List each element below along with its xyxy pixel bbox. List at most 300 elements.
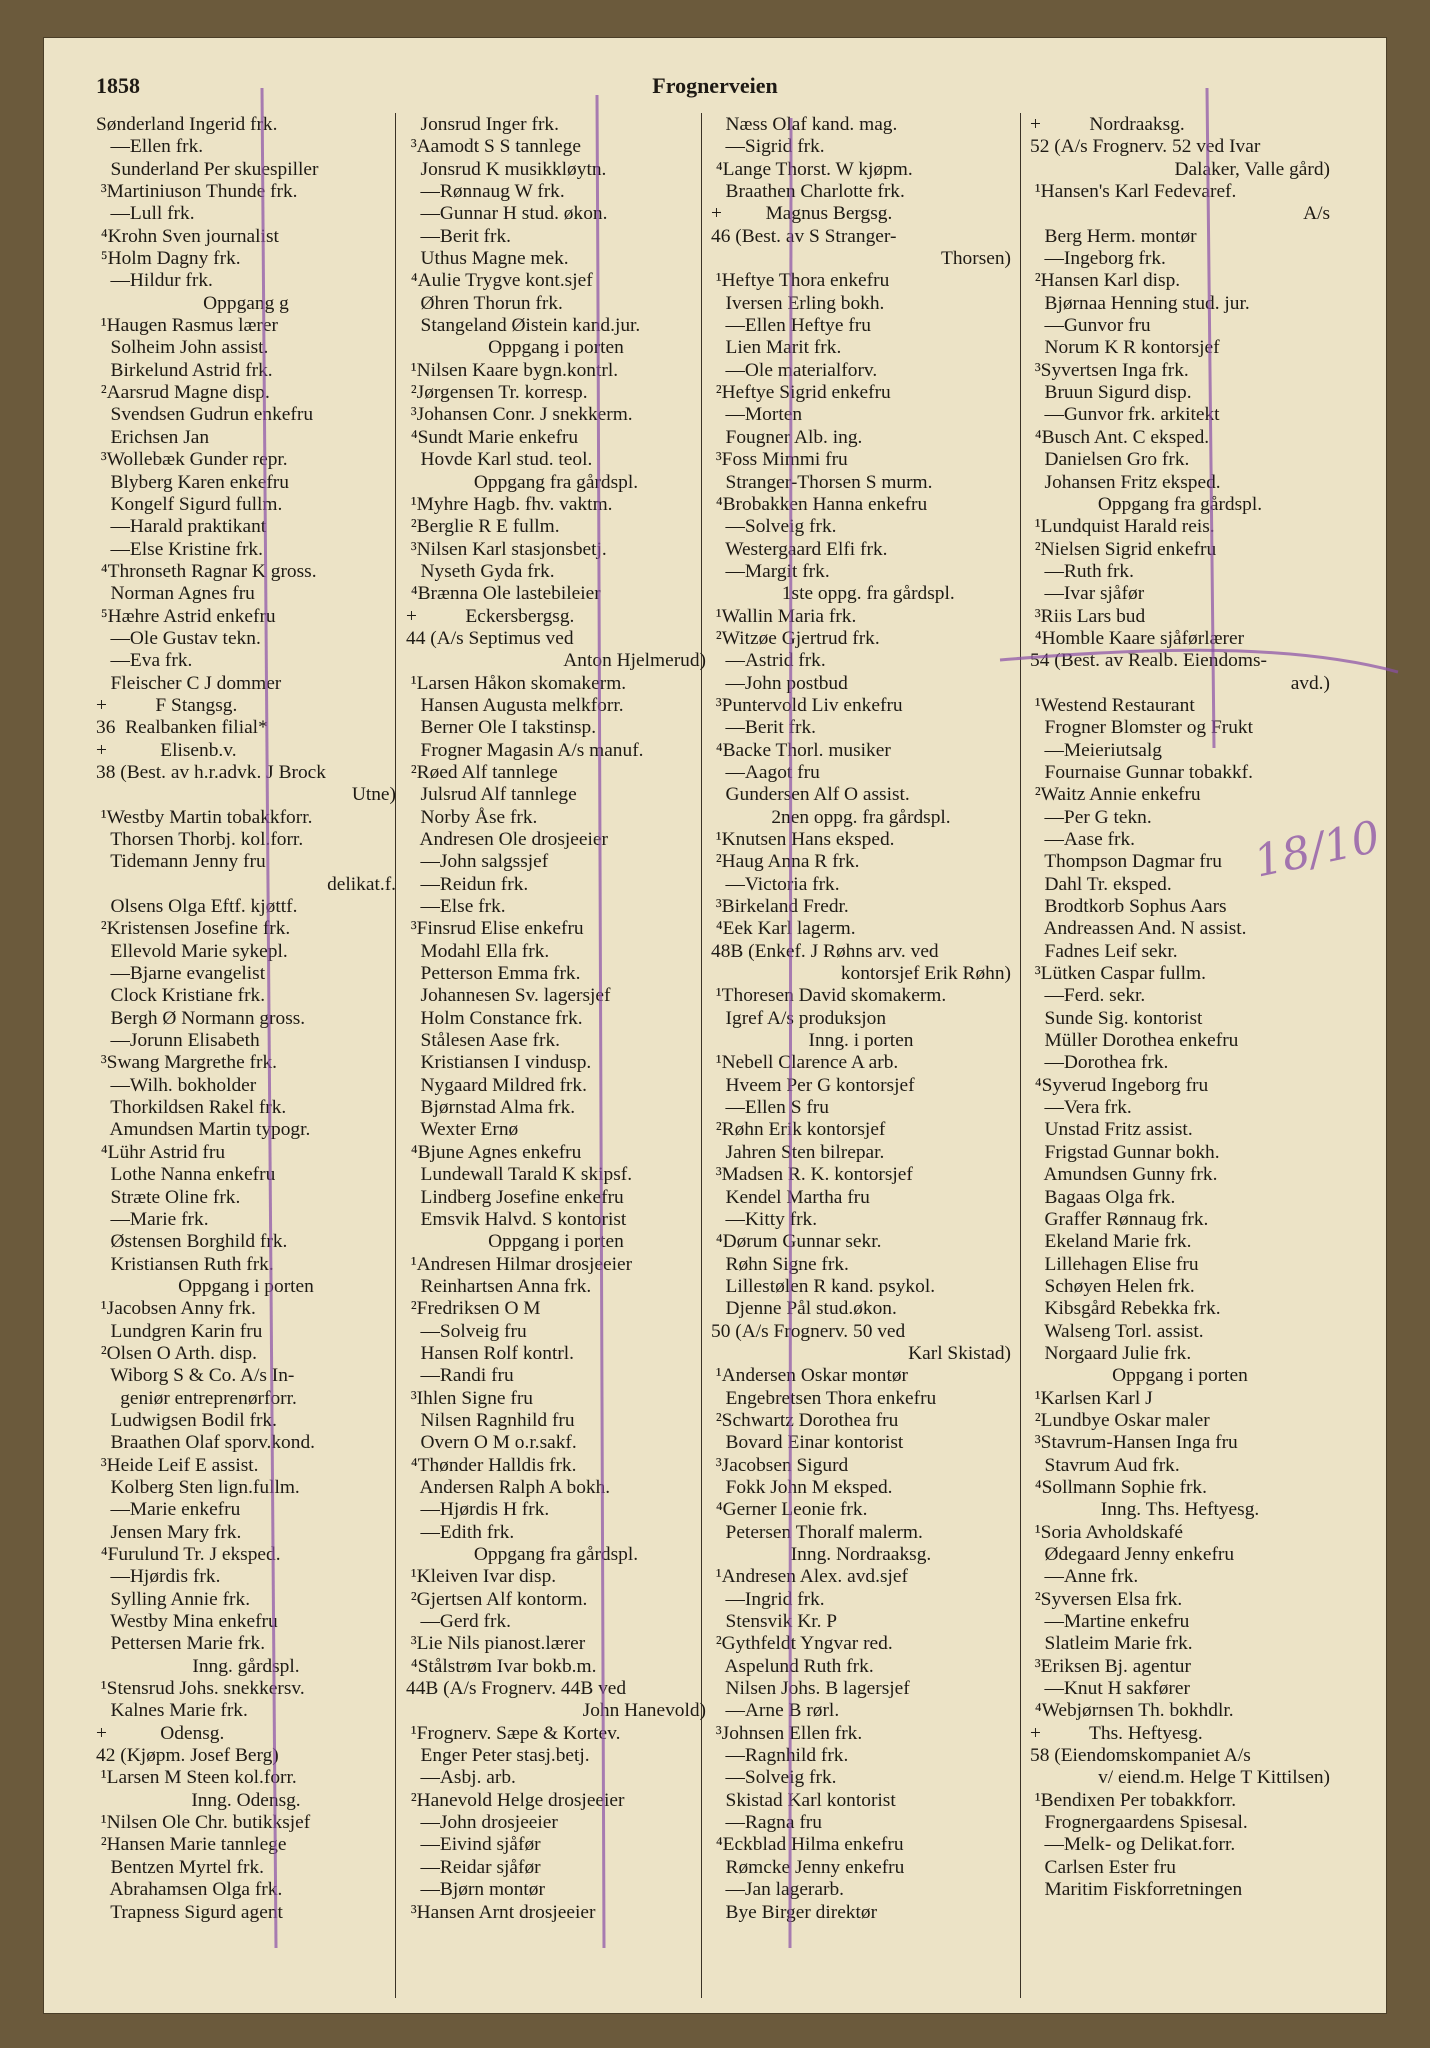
directory-entry: ⁴Dørum Gunnar sekr. xyxy=(711,1231,882,1253)
directory-entry: ³Hansen Arnt drosjeeier xyxy=(406,1901,596,1923)
directory-entry: 48B (Enkef. J Røhns arv. ved xyxy=(711,940,939,962)
directory-entry: Fokk John M eksped. xyxy=(711,1476,893,1498)
directory-column-2 xyxy=(406,114,706,1924)
directory-entry: Berg Herm. montør xyxy=(1030,225,1197,247)
directory-entry: Clock Kristiane frk. xyxy=(96,985,266,1007)
directory-entry: 52 (A/s Frognerv. 52 ved Ivar xyxy=(1030,136,1261,158)
directory-entry: Lien Marit frk. xyxy=(711,337,842,359)
directory-entry: Danielsen Gro frk. xyxy=(1030,449,1190,471)
directory-entry: —Eva frk. xyxy=(96,650,193,672)
directory-entry: —Hildur frk. xyxy=(96,270,213,292)
directory-entry: —Ragna fru xyxy=(711,1812,822,1834)
directory-entry: Lundewall Tarald K skipsf. xyxy=(406,1164,633,1186)
directory-entry: Frognergaardens Spisesal. xyxy=(1030,1812,1248,1834)
directory-entry: ²Jørgensen Tr. korresp. xyxy=(406,382,588,404)
directory-entry: Braathen Olaf sporv.kond. xyxy=(96,1432,315,1454)
directory-entry: Abrahamsen Olga frk. xyxy=(96,1879,283,1901)
directory-entry: Stræte Oline frk. xyxy=(96,1186,241,1208)
directory-entry: Bagaas Olga frk. xyxy=(1030,1186,1176,1208)
directory-entry: Kongelf Sigurd fullm. xyxy=(96,493,283,515)
directory-entry: Amundsen Martin typogr. xyxy=(96,1119,311,1141)
directory-entry: —Gerd frk. xyxy=(406,1611,512,1633)
directory-entry: Brodtkorb Sophus Aars xyxy=(1030,896,1227,918)
directory-entry: —Wilh. bokholder xyxy=(96,1074,257,1096)
directory-entry: ³Aamodt S S tannlege xyxy=(406,136,581,158)
directory-entry: Wexter Ernø xyxy=(406,1119,519,1141)
directory-entry: ³Lie Nils pianost.lærer xyxy=(406,1633,586,1655)
directory-entry: Stensvik Kr. P xyxy=(711,1611,838,1633)
directory-entry: Bergh Ø Normann gross. xyxy=(96,1007,306,1029)
directory-entry: ¹Andersen Oskar montør xyxy=(711,1365,908,1387)
directory-entry: ⁴Eek Karl lagerm. xyxy=(711,918,856,940)
directory-entry: 50 (A/s Frognerv. 50 ved xyxy=(711,1320,906,1342)
directory-entry: Oppgang i porten xyxy=(178,1275,314,1297)
directory-entry: ¹Frognerv. Sæpe & Kortev. xyxy=(406,1722,621,1744)
directory-entry: ²Haug Anna R frk. xyxy=(711,851,860,873)
directory-entry: Bye Birger direktør xyxy=(711,1901,878,1923)
directory-entry: ⁴Brænna Ole lastebileier xyxy=(406,583,601,605)
directory-entry: Tidemann Jenny fru xyxy=(96,851,266,873)
directory-entry: 44 (A/s Septimus ved xyxy=(406,627,574,649)
directory-entry: Solheim John assist. xyxy=(96,337,269,359)
directory-entry: Østensen Borghild frk. xyxy=(96,1231,288,1253)
directory-entry: Sunderland Per skuespiller xyxy=(96,158,319,180)
directory-entry: Karl Skistad) xyxy=(908,1342,1011,1364)
directory-entry: Unstad Fritz assist. xyxy=(1030,1119,1193,1141)
directory-entry: ¹Bendixen Per tobakkforr. xyxy=(1030,1789,1237,1811)
directory-entry: Stangeland Øistein kand.jur. xyxy=(406,315,641,337)
directory-column-4 xyxy=(1030,114,1330,1902)
directory-entry: —Arne B rørl. xyxy=(711,1700,840,1722)
directory-entry: Jensen Mary frk. xyxy=(96,1521,242,1543)
directory-entry: Dalaker, Valle gård) xyxy=(1174,158,1330,180)
directory-entry: ¹Nilsen Ole Chr. butikksjef xyxy=(96,1812,311,1834)
directory-entry: Oppgang i porten xyxy=(488,1231,624,1253)
directory-entry: —Ole Gustav tekn. xyxy=(96,627,261,649)
directory-entry: ⁴Syverud Ingeborg fru xyxy=(1030,1074,1209,1096)
directory-entry: —Ingeborg frk. xyxy=(1030,248,1166,270)
page-number: 1858 xyxy=(96,73,140,98)
directory-entry: Oppgang fra gårdspl. xyxy=(1097,493,1263,515)
directory-entry: 42 (Kjøpm. Josef Berg) xyxy=(96,1745,279,1767)
directory-entry: Ludwigsen Bodil frk. xyxy=(96,1409,277,1431)
directory-entry: —Jorunn Elisabeth xyxy=(96,1030,260,1052)
directory-entry: Gundersen Alf O assist. xyxy=(711,784,910,806)
directory-entry: ²Olsen O Arth. disp. xyxy=(96,1342,257,1364)
directory-entry: Øhren Thorun frk. xyxy=(406,292,563,314)
directory-entry: —Sigrid frk. xyxy=(711,136,825,158)
directory-entry: ²Witzøe Gjertrud frk. xyxy=(711,627,880,649)
directory-entry: Walseng Torl. assist. xyxy=(1030,1320,1204,1342)
directory-entry: Thorkildsen Rakel frk. xyxy=(96,1097,287,1119)
directory-entry: —Melk- og Delikat.forr. xyxy=(1030,1834,1236,1856)
directory-entry: Norum K R kontorsjef xyxy=(1030,337,1220,359)
directory-entry: Andersen Ralph A bokh. xyxy=(406,1476,611,1498)
directory-entry: Oppgang g xyxy=(203,292,289,314)
directory-entry: —Else frk. xyxy=(406,896,506,918)
directory-entry: ²Gjertsen Alf kontorm. xyxy=(406,1588,588,1610)
directory-entry: —Anne frk. xyxy=(1030,1566,1139,1588)
directory-entry: Amundsen Gunny frk. xyxy=(1030,1164,1218,1186)
directory-entry: Olsens Olga Eftf. kjøttf. xyxy=(96,896,298,918)
directory-entry: ¹Karlsen Karl J xyxy=(1030,1387,1153,1409)
directory-entry: —Bjarne evangelist xyxy=(96,963,266,985)
directory-entry: Anton Hjelmerud) xyxy=(563,650,706,672)
directory-entry: —John postbud xyxy=(711,672,848,694)
directory-entry: ¹Lundquist Harald reis. xyxy=(1030,516,1215,538)
directory-entry: ²Lundbye Oskar maler xyxy=(1030,1409,1210,1431)
directory-entry: ⁴Thønder Halldis frk. xyxy=(406,1454,577,1476)
directory-entry: —Harald praktikant xyxy=(96,516,267,538)
directory-entry: Kalnes Marie frk. xyxy=(96,1700,248,1722)
directory-entry: Thorsen) xyxy=(941,248,1011,270)
directory-entry: Frogner Magasin A/s manuf. xyxy=(406,739,644,761)
directory-entry: ¹Wallin Maria frk. xyxy=(711,605,857,627)
directory-entry: ⁴Gerner Leonie frk. xyxy=(711,1499,868,1521)
directory-entry: A/s xyxy=(1303,203,1330,225)
directory-entry: ⁴Busch Ant. C eksped. xyxy=(1030,426,1210,448)
directory-entry: ¹Hansen's Karl Fedevaref. xyxy=(1030,181,1237,203)
directory-entry: Fournaise Gunnar tobakkf. xyxy=(1030,761,1253,783)
directory-entry: Andresen Ole drosjeeier xyxy=(406,829,608,850)
directory-entry: Frogner Blomster og Frukt xyxy=(1030,717,1253,739)
directory-entry: ³Riis Lars bud xyxy=(1030,605,1146,627)
directory-entry: —Eivind sjåfør xyxy=(406,1834,541,1856)
directory-entry: —Gunvor frk. arkitekt xyxy=(1030,404,1220,426)
directory-entry: Westby Mina enkefru xyxy=(96,1611,278,1633)
directory-entry: —Martine enkefru xyxy=(1030,1611,1190,1633)
directory-entry: Fougner Alb. ing. xyxy=(711,426,863,448)
directory-entry: ³Johnsen Ellen frk. xyxy=(711,1722,863,1744)
directory-entry: Lindberg Josefine enkefru xyxy=(406,1186,624,1208)
directory-entry: Johannesen Sv. lagersjef xyxy=(406,985,611,1007)
directory-entry: ³Finsrud Elise enkefru xyxy=(406,918,584,940)
directory-entry: ³Syvertsen Inga frk. xyxy=(1030,359,1189,381)
directory-entry: v/ eiend.m. Helge T Kittilsen) xyxy=(1098,1767,1330,1789)
directory-entry: Erichsen Jan xyxy=(96,426,210,448)
directory-entry: ⁴Backe Thorl. musiker xyxy=(711,739,891,761)
directory-entry: Inng. gårdspl. xyxy=(192,1655,300,1677)
directory-entry: + Elisenb.v. xyxy=(96,739,237,761)
directory-entry: geniør entreprenørforr. xyxy=(96,1387,297,1409)
directory-entry: Norby Åse frk. xyxy=(406,806,538,828)
directory-entry: + Magnus Bergsg. xyxy=(711,203,893,225)
directory-entry: ¹Larsen M Steen kol.forr. xyxy=(96,1767,297,1789)
directory-entry: ¹Kleiven Ivar disp. xyxy=(406,1566,557,1588)
directory-entry: Stavrum Aud frk. xyxy=(1030,1454,1180,1476)
directory-entry: Overn O M o.r.sakf. xyxy=(406,1432,577,1454)
directory-entry: Sylling Annie frk. xyxy=(96,1588,251,1610)
directory-entry: Inng. Ths. Heftyesg. xyxy=(1100,1499,1260,1521)
directory-entry: Bovard Einar kontorist xyxy=(711,1432,904,1454)
directory-entry: ²Fredriksen O M xyxy=(406,1298,541,1320)
directory-entry: ³Stavrum-Hansen Inga fru xyxy=(1030,1432,1238,1454)
directory-entry: ³Eriksen Bj. agentur xyxy=(1030,1655,1191,1677)
directory-entry: —Ellen frk. xyxy=(96,136,204,158)
directory-entry: Lundgren Karin fru xyxy=(96,1320,263,1342)
directory-entry: Fleischer C J dommer xyxy=(96,672,282,694)
directory-entry: Kristiansen I vindusp. xyxy=(406,1052,592,1074)
directory-entry: ⁴Lange Thorst. W kjøpm. xyxy=(711,158,913,180)
directory-entry: delikat.f. xyxy=(327,873,396,895)
directory-entry: ²Berglie R E fullm. xyxy=(406,516,560,538)
directory-entry: Pettersen Marie frk. xyxy=(96,1633,266,1655)
directory-entry: —Ingrid frk. xyxy=(711,1588,825,1610)
directory-entry: Petterson Emma frk. xyxy=(406,963,581,985)
directory-entry: —Astrid frk. xyxy=(711,650,826,672)
directory-entry: ⁴Bjune Agnes enkefru xyxy=(406,1141,582,1163)
directory-entry: Nilsen Ragnhild fru xyxy=(406,1409,575,1431)
directory-entry: Hveem Per G kontorsjef xyxy=(711,1074,915,1096)
directory-entry: ⁴Sundt Marie enkefru xyxy=(406,426,579,448)
directory-entry: Frigstad Gunnar bokh. xyxy=(1030,1141,1220,1163)
directory-entry: Kolberg Sten lign.fullm. xyxy=(96,1476,300,1498)
directory-entry: Næss Olaf kand. mag. xyxy=(711,114,898,135)
directory-entry: —Solveig frk. xyxy=(711,1767,837,1789)
directory-entry: —Ellen Heftye fru xyxy=(711,315,871,337)
directory-entry: Sunde Sig. kontorist xyxy=(1030,1007,1203,1029)
directory-entry: —Berit frk. xyxy=(711,717,817,739)
directory-entry: ¹Andresen Alex. avd.sjef xyxy=(711,1566,908,1588)
directory-entry: ²Nielsen Sigrid enkefru xyxy=(1030,538,1217,560)
directory-entry: 46 (Best. av S Stranger- xyxy=(711,225,897,247)
directory-entry: Ellevold Marie sykepl. xyxy=(96,940,288,962)
directory-entry: ⁴Krohn Sven journalist xyxy=(96,225,279,247)
directory-entry: Utne) xyxy=(351,784,396,806)
directory-entry: Iversen Erling bokh. xyxy=(711,292,885,314)
directory-entry: 1ste oppg. fra gårdspl. xyxy=(767,583,955,605)
directory-entry: ⁴Eckblad Hilma enkefru xyxy=(711,1834,904,1856)
directory-entry: Holm Constance frk. xyxy=(406,1007,583,1029)
directory-entry: Oppgang i porten xyxy=(488,337,624,359)
directory-entry: ²Hansen Karl disp. xyxy=(1030,270,1181,292)
directory-entry: Blyberg Karen enkefru xyxy=(96,471,289,493)
directory-entry: ⁴Stålstrøm Ivar bokb.m. xyxy=(406,1655,597,1677)
directory-entry: Fadnes Leif sekr. xyxy=(1030,940,1178,962)
directory-entry: ³Puntervold Liv enkefru xyxy=(711,694,903,716)
directory-entry: ³Ihlen Signe fru xyxy=(406,1387,533,1409)
directory-entry: 36 Realbanken filial* xyxy=(96,717,268,739)
directory-entry: Bjørnstad Alma frk. xyxy=(406,1097,576,1119)
directory-entry: —Victoria frk. xyxy=(711,873,840,895)
directory-page xyxy=(44,38,1386,2013)
directory-entry: ²Hansen Marie tannlege xyxy=(96,1834,287,1856)
directory-entry: Lillestølen R kand. psykol. xyxy=(711,1275,936,1297)
directory-entry: Schøyen Helen frk. xyxy=(1030,1275,1195,1297)
directory-entry: ¹Stensrud Johs. snekkersv. xyxy=(96,1678,305,1700)
directory-entry: Thompson Dagmar fru xyxy=(1030,851,1222,873)
directory-entry: Wiborg S & Co. A/s In- xyxy=(96,1365,295,1387)
directory-entry: Johansen Fritz eksped. xyxy=(1030,471,1221,493)
directory-entry: Norman Agnes fru xyxy=(96,583,255,605)
directory-entry: ⁴Sollmann Sophie frk. xyxy=(1030,1476,1207,1498)
directory-entry: Oppgang fra gårdspl. xyxy=(473,471,639,493)
directory-entry: Engebretsen Thora enkefru xyxy=(711,1387,937,1409)
directory-entry: —Reidar sjåfør xyxy=(406,1856,541,1878)
directory-entry: Røhn Signe frk. xyxy=(711,1253,849,1275)
directory-entry: ³Madsen R. K. kontorsjef xyxy=(711,1164,913,1186)
directory-entry: ⁴Webjørnsen Th. bokhdlr. xyxy=(1030,1700,1234,1722)
directory-entry: —Marie frk. xyxy=(96,1208,209,1230)
directory-entry: + F Stangsg. xyxy=(96,694,238,716)
directory-entry: —Edith frk. xyxy=(406,1521,515,1543)
directory-entry: + Odensg. xyxy=(96,1722,225,1744)
directory-entry: ²Hanevold Helge drosjeeier xyxy=(406,1789,625,1811)
directory-entry: —Randi fru xyxy=(406,1365,514,1387)
directory-entry: ²Syversen Elsa frk. xyxy=(1030,1588,1183,1610)
directory-entry: —Ole materialforv. xyxy=(711,359,878,381)
directory-entry: —Dorothea frk. xyxy=(1030,1052,1169,1074)
directory-entry: Graffer Rønnaug frk. xyxy=(1030,1208,1209,1230)
directory-entry: —Solveig fru xyxy=(406,1320,527,1342)
directory-entry: ³Foss Mimmi fru xyxy=(711,449,848,471)
directory-entry: —Gunvor fru xyxy=(1030,315,1151,337)
directory-entry: ⁴Lühr Astrid fru xyxy=(96,1141,226,1163)
directory-entry: Enger Peter stasj.betj. xyxy=(406,1745,590,1767)
directory-entry: ²Gythfeldt Yngvar red. xyxy=(711,1633,893,1655)
directory-entry: ¹Westby Martin tobakkforr. xyxy=(96,806,313,828)
directory-entry: —Solveig frk. xyxy=(711,516,837,538)
directory-entry: Emsvik Halvd. S kontorist xyxy=(406,1208,627,1230)
directory-entry: ¹Larsen Håkon skomakerm. xyxy=(406,672,627,694)
directory-entry: —Bjørn montør xyxy=(406,1879,545,1901)
directory-entry: —Lull frk. xyxy=(96,203,195,225)
directory-entry: Svendsen Gudrun enkefru xyxy=(96,404,314,426)
directory-entry: Lillehagen Elise fru xyxy=(1030,1253,1199,1275)
directory-entry: —Ferd. sekr. xyxy=(1030,985,1146,1007)
directory-entry: Jonsrud Inger frk. xyxy=(406,114,559,135)
directory-entry: Ødegaard Jenny enkefru xyxy=(1030,1544,1235,1565)
directory-entry: ²Kristensen Josefine frk. xyxy=(96,918,291,940)
directory-entry: Kendel Martha fru xyxy=(711,1186,870,1208)
directory-entry: ⁵Holm Dagny frk. xyxy=(96,248,241,270)
directory-entry: Jonsrud K musikkløytn. xyxy=(406,158,607,180)
directory-entry: ²Aarsrud Magne disp. xyxy=(96,382,270,404)
directory-entry: ¹Nilsen Kaare bygn.kontrl. xyxy=(406,359,619,381)
directory-entry: ⁴Furulund Tr. J eksped. xyxy=(96,1544,281,1565)
directory-entry: ¹Knutsen Hans eksped. xyxy=(711,829,895,850)
directory-entry: Stranger-Thorsen S murm. xyxy=(711,471,933,493)
directory-entry: Oppgang i porten xyxy=(1112,1365,1248,1387)
directory-entry: —Else Kristine frk. xyxy=(96,538,263,560)
directory-entry: ¹Myhre Hagb. fhv. vaktm. xyxy=(406,493,613,515)
directory-entry: 58 (Eiendomskompaniet A/s xyxy=(1030,1745,1251,1767)
directory-entry: ³Swang Margrethe frk. xyxy=(96,1052,278,1074)
directory-entry: Uthus Magne mek. xyxy=(406,248,569,270)
directory-entry: Kibsgård Rebekka frk. xyxy=(1030,1298,1221,1320)
directory-entry: Westergaard Elfi frk. xyxy=(711,538,888,560)
directory-entry: —Aase frk. xyxy=(1030,829,1136,850)
directory-entry: Inng. Odensg. xyxy=(191,1789,301,1811)
directory-entry: Carlsen Ester fru xyxy=(1030,1856,1176,1878)
directory-entry: + Nordraaksg. xyxy=(1030,114,1185,135)
directory-entry: —Hjørdis frk. xyxy=(96,1566,221,1588)
directory-entry: —Ivar sjåfør xyxy=(1030,583,1145,605)
directory-entry: Ekeland Marie frk. xyxy=(1030,1231,1192,1253)
directory-entry: Lothe Nanna enkefru xyxy=(96,1164,276,1186)
directory-entry: —Per G tekn. xyxy=(1030,806,1152,828)
directory-entry: ⁴Aulie Trygve kont.sjef xyxy=(406,270,593,292)
directory-entry: Jahren Sten bilrepar. xyxy=(711,1141,885,1163)
directory-entry: —Morten xyxy=(711,404,803,426)
directory-entry: ²Røhn Erik kontorsjef xyxy=(711,1119,886,1141)
directory-entry: 54 (Best. av Realb. Eiendoms- xyxy=(1030,650,1267,672)
directory-entry: Maritim Fiskforretningen xyxy=(1030,1879,1243,1901)
directory-entry: Nyseth Gyda frk. xyxy=(406,560,555,582)
directory-entry: 44B (A/s Frognerv. 44B ved xyxy=(406,1678,627,1700)
directory-entry: —Gunnar H stud. økon. xyxy=(406,203,608,225)
directory-entry: Oppgang fra gårdspl. xyxy=(473,1544,639,1565)
directory-entry: ²Heftye Sigrid enkefru xyxy=(711,382,891,404)
directory-entry: ³Heide Leif E assist. xyxy=(96,1454,259,1476)
directory-entry: —Ellen S fru xyxy=(711,1097,829,1119)
directory-entry: ⁵Hæhre Astrid enkefru xyxy=(96,605,276,627)
directory-entry: ³Johansen Conr. J snekkerm. xyxy=(406,404,633,426)
directory-entry: —Reidun frk. xyxy=(406,873,529,895)
directory-entry: Skistad Karl kontorist xyxy=(711,1789,896,1811)
directory-entry: ³Jacobsen Sigurd xyxy=(711,1454,849,1476)
directory-entry: Thorsen Thorbj. kol.forr. xyxy=(96,829,304,850)
column-divider xyxy=(1020,113,1021,1998)
directory-entry: Müller Dorothea enkefru xyxy=(1030,1030,1239,1052)
directory-entry: ¹Soria Avholdskafé xyxy=(1030,1521,1184,1543)
directory-entry: Hansen Augusta melkforr. xyxy=(406,694,624,716)
directory-entry: Bentzen Myrtel frk. xyxy=(96,1856,265,1878)
directory-entry: Trapness Sigurd agent xyxy=(96,1901,283,1923)
directory-column-3 xyxy=(711,114,1011,1924)
handwritten-note: 18/10 xyxy=(1249,811,1385,888)
directory-entry: Reinhartsen Anna frk. xyxy=(406,1275,592,1297)
directory-entry: 2nen oppg. fra gårdspl. xyxy=(771,806,951,828)
directory-entry: ¹Haugen Rasmus lærer xyxy=(96,315,278,337)
directory-entry: Rømcke Jenny enkefru xyxy=(711,1856,905,1878)
directory-entry: —Asbj. arb. xyxy=(406,1767,516,1789)
directory-entry: Nilsen Johs. B lagersjef xyxy=(711,1678,910,1700)
directory-entry: ⁴Homble Kaare sjåførlærer xyxy=(1030,627,1245,649)
directory-entry: —Marie enkefru xyxy=(96,1499,241,1521)
directory-entry: Modahl Ella frk. xyxy=(406,940,550,962)
directory-entry: —Vera frk. xyxy=(1030,1097,1132,1119)
directory-entry: ³Wollebæk Gunder repr. xyxy=(96,449,288,471)
directory-entry: Hansen Rolf kontrl. xyxy=(406,1342,575,1364)
directory-entry: ¹Westend Restaurant xyxy=(1030,694,1195,716)
directory-entry: ²Røed Alf tannlege xyxy=(406,761,558,783)
directory-entry: ⁴Thronseth Ragnar K gross. xyxy=(96,560,317,582)
directory-entry: Andreassen And. N assist. xyxy=(1030,918,1247,940)
directory-entry: Igref A/s produksjon xyxy=(711,1007,887,1029)
directory-entry: ³Birkeland Fredr. xyxy=(711,896,849,918)
directory-entry: Nygaard Mildred frk. xyxy=(406,1074,587,1096)
directory-entry: Aspelund Ruth frk. xyxy=(711,1655,874,1677)
directory-entry: Kristiansen Ruth frk. xyxy=(96,1253,274,1275)
directory-entry: Inng. i porten xyxy=(808,1030,914,1052)
directory-entry: Birkelund Astrid frk. xyxy=(96,359,273,381)
directory-entry: ¹Andresen Hilmar drosjeeier xyxy=(406,1253,633,1275)
directory-entry: —Hjørdis H frk. xyxy=(406,1499,550,1521)
directory-entry: Julsrud Alf tannlege xyxy=(406,784,577,806)
directory-entry: —Knut H sakfører xyxy=(1030,1678,1190,1700)
directory-entry: ²Waitz Annie enkefru xyxy=(1030,784,1201,806)
directory-entry: + Eckersbergsg. xyxy=(406,605,575,627)
directory-entry: —John drosjeeier xyxy=(406,1812,558,1834)
directory-entry: kontorsjef Erik Røhn) xyxy=(840,963,1011,985)
directory-entry: —Berit frk. xyxy=(406,225,512,247)
directory-entry: Hovde Karl stud. teol. xyxy=(406,449,593,471)
directory-entry: + Ths. Heftyesg. xyxy=(1030,1722,1203,1744)
directory-entry: 38 (Best. av h.r.advk. J Brock xyxy=(96,761,326,783)
directory-entry: —Rønnaug W frk. xyxy=(406,181,565,203)
directory-entry: Sønderland Ingerid frk. xyxy=(96,114,278,135)
